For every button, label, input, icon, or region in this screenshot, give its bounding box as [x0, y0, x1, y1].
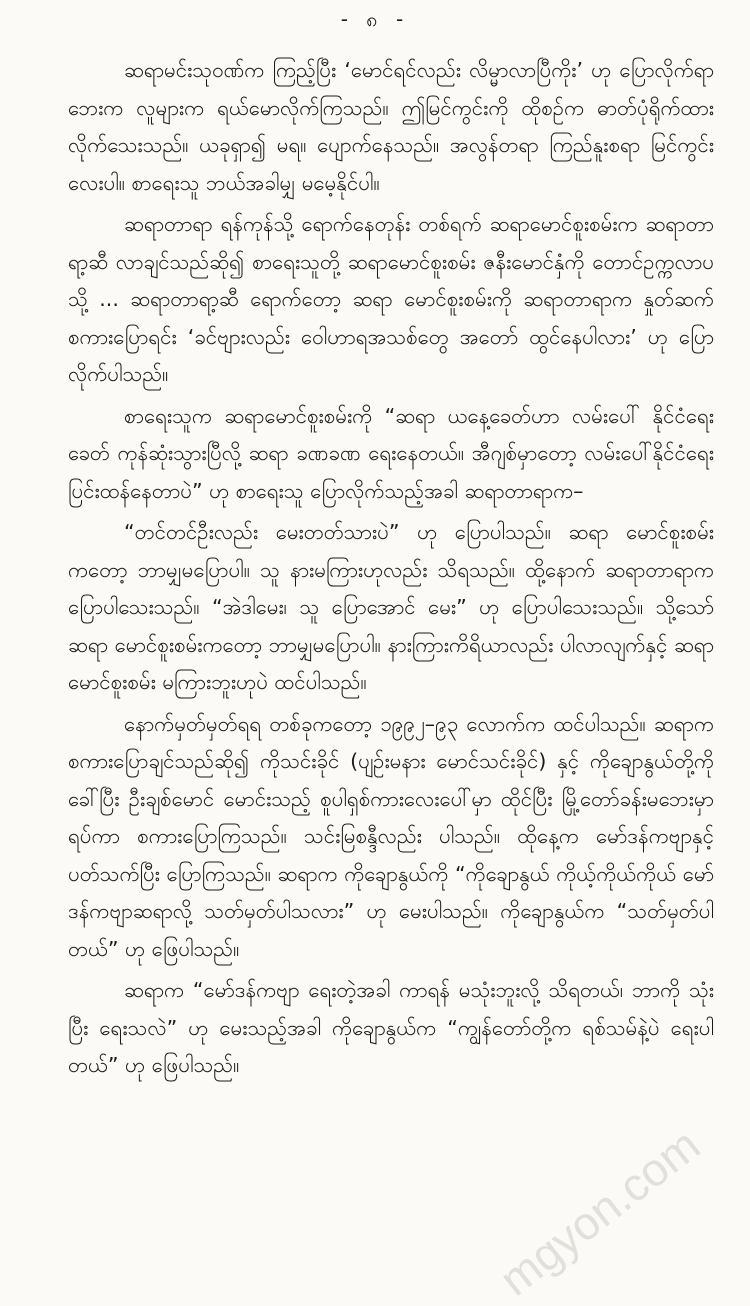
body-text: [68, 52, 714, 1089]
page-number: - ၈ -: [340, 7, 410, 31]
paragraph-5: နောက်မှတ်မှတ်ရရ တစ်ခုကတော့ ၁၉၉၂–၉၃ လောက်က ထင်ပါသည်။ ဆရာက စကားပြောချင်သည်ဆို၍ ကိုသင်းခိုင် (ပျဉ်းမနား မောင်သင်းခိုင်) နှင့် ကိုချောနွယ်တို့ကိုခေါ်ပြီး ဦးချစ်မောင် မောင်းသည့် စူပါရှစ်ကားလေးပေါ်မှာ ထိုင်ပြီး မြို့တော်ခန်းမဘေးမှာ ရပ်ကာ စကားပြောကြသည်။ သင်းမြစန္ဒီလည်း ပါသည်။ ထိုနေ့က မော်ဒန်ကဗျာနှင့် ပတ်သက်ပြီး ပြောကြသည်။ ဆရာက ကိုချောနွယ်ကို “ကိုချောနွယ် ကိုယ့်ကိုယ်ကိုယ် မော်ဒန်ကဗျာဆရာလို့ သတ်မှတ်ပါသလား” ဟု မေးပါသည်။ ကိုချောနွယ်က “သတ်မှတ်ပါတယ်” ဟု ဖြေပါသည်။: [68, 711, 714, 961]
paragraph-3: စာရေးသူက ဆရာမောင်စူးစမ်းကို “ဆရာ ယနေ့ခေတ်ဟာ လမ်းပေါ် နိုင်ငံရေးခေတ် ကုန်ဆုံးသွားပြီလို့ ဆရာ ခဏခဏ ရေးနေတယ်။ အီဂျစ်မှာတော့ လမ်းပေါ်နိုင်ငံရေး ပြင်းထန်နေတာပဲ” ဟု စာရေးသူ ပြောလိုက်သည့်အခါ ဆရာတာရာက–: [68, 403, 714, 503]
paragraph-1: ဆရာမင်းသုဝဏ်က ကြည့်ပြီး ‘မောင်ရင်လည်း လိမ္မာလာပြီကိုး’ ဟု ပြောလိုက်ရာ ဘေးက လူများက ရယ်မောလိုက်ကြသည်။ ဤမြင်ကွင်းကို ထိုစဉ်က ဓာတ်ပုံရိုက်ထားလိုက်သေးသည်။ ယခုရှာ၍ မရ။ ပျောက်နေသည်။ အလွန်တရာ ကြည်နူးစရာ မြင်ကွင်းလေးပါ။ စာရေးသူ ဘယ်အခါမျှ မမေ့နိုင်ပါ။: [68, 58, 714, 195]
paragraph-6: ဆရာက “မော်ဒန်ကဗျာ ရေးတဲ့အခါ ကာရန် မသုံးဘူးလို့ သိရတယ်၊ ဘာကို သုံးပြီး ရေးသလဲ” ဟု မေးသည့်အခါ ကိုချောနွယ်က “ကျွန်တော်တို့က ရစ်သမ်နဲ့ပဲ ရေးပါတယ်” ဟု ဖြေပါသည်။: [68, 978, 714, 1077]
paragraph-4: “တင်တင်ဦးလည်း မေးတတ်သားပဲ” ဟု ပြောပါသည်။ ဆရာ မောင်စူးစမ်းကတော့ ဘာမျှမပြောပါ။ သူ နားမကြားဟုလည်း သိရသည်။ ထို့နောက် ဆရာတာရာက ပြောပါသေးသည်။ “အဲဒါမေး၊ သူ ပြောအောင် မေး” ဟု ပြောပါသေးသည်။ သို့သော် ဆရာ မောင်စူးစမ်းကတော့ ဘာမျှမပြောပါ။ နားကြားကိရိယာလည်း ပါလာလျက်နှင့် ဆရာမောင်စူးစမ်း မကြားဘူးဟုပဲ ထင်ပါသည်။: [68, 520, 714, 694]
watermark: mgyon.com: [490, 1118, 710, 1306]
paragraph-2: ဆရာတာရာ ရန်ကုန်သို့ ရောက်နေတုန်း တစ်ရက် ဆရာမောင်စူးစမ်းက ဆရာတာရာ့ဆီ လာချင်သည်ဆို၍ စာရေးသူတို့ ဆရာမောင်စူးစမ်း ဇနီးမောင်နှံကို တောင်ဥက္ကလာပ သို့ ... ဆရာတာရာ့ဆီ ရောက်တော့ ဆရာ မောင်စူးစမ်းကို ဆရာတာရာက နှုတ်ဆက်စကားပြောရင်း ‘ခင်ဗျားလည်း ဝေါဟာရအသစ်တွေ အတော် ထွင်နေပါလား’ ဟု ပြောလိုက်ပါသည်။: [68, 212, 714, 386]
